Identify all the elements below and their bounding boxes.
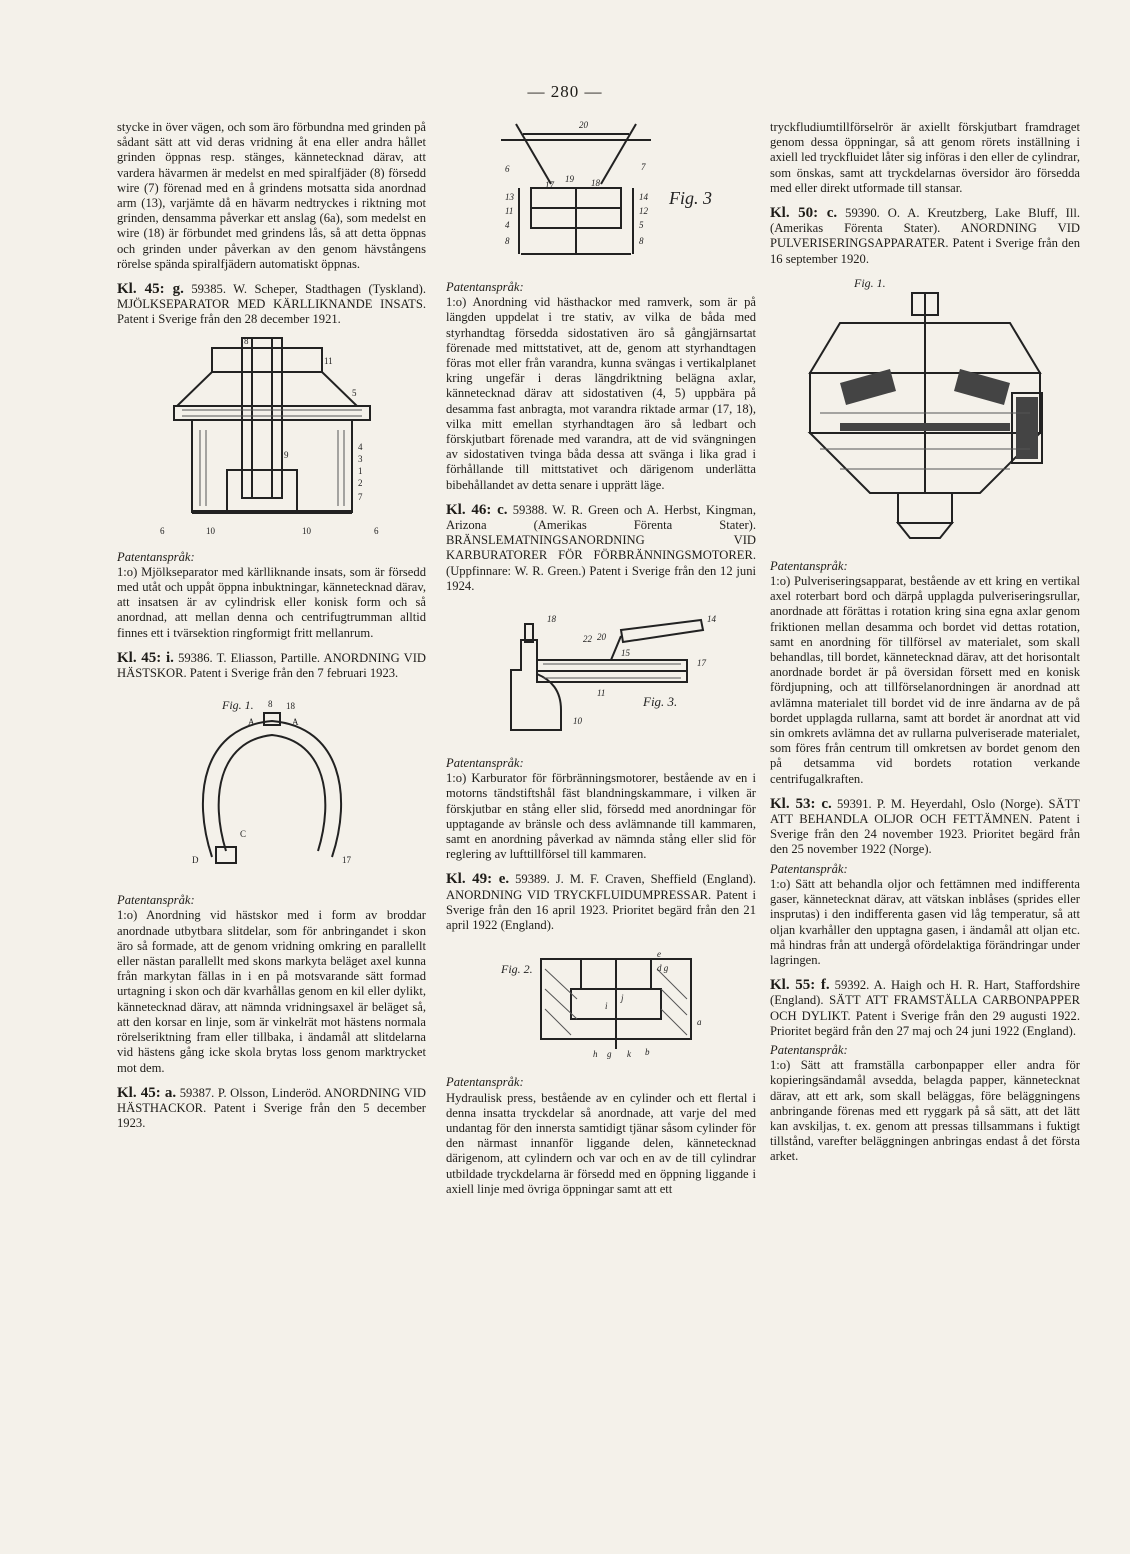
svg-text:h: h (593, 1049, 598, 1060)
claim-heading: Patentanspråk: (446, 1075, 524, 1090)
svg-text:14: 14 (707, 614, 716, 625)
svg-text:18: 18 (591, 178, 600, 188)
svg-text:A: A (247, 717, 254, 728)
claim-heading: Patentanspråk: (117, 549, 195, 564)
claim-text: Hydraulisk press, bestående av en cylinder och ett flertal i denna insatta tryckdelar så anordnade, att varje del med undantag för den innersta samtidigt tjänar såsom cylinder för den närmast innanför liggande delen, kännetecknad därigenom, att cylindern och var och en av de till cylindrar utbildade tryckdelarna är försedd med en öppning liggande i axiell linje med övriga öppningar samt att ett (446, 1090, 756, 1196)
svg-text:11: 11 (505, 206, 514, 216)
entry-text: 59390. O. A. Kreutzberg, Lake Bluff, Ill. (Amerikas Förenta Stater). ANORDNING VID PULVERISERINGSAPPARATER. Patent i Sverige från den 16 september 1920. (770, 206, 1080, 266)
page-number: — 280 — (527, 82, 603, 101)
svg-text:D: D (191, 855, 198, 866)
svg-text:d g: d g (657, 963, 669, 974)
claim-text: 1:o) Anordning vid hästhackor med ramverk, som är på längden uppdelat i tre stativ, av vilka de båda med styrhandtag försedda sidostativen äro så gångjärnsartat förenade med mittstativet, att de, genom att styrhandtagen föras mot eller från varandra, kunna svängas i vertikalplanet kring ungefär i deras längdriktning belägna axlar, kännetecknad därav att sidostativen (4, 5) uppbära på desamma fast anbragta, mot varandra riktade armar (17, 18), vilka mitt emellan styrhandtagen äro så ledbart och förskjutbart förenade med varandra, att de vid svängningen av sidostativen tvinga båda dessa att svänga i lika grad i förhållande till mittstativet och därigenom underlätta bibehållandet av detta senare i upprätt läge. (446, 295, 756, 492)
column-right (770, 120, 1080, 1165)
patent-entry-59387 (117, 1086, 426, 1132)
svg-text:9: 9 (283, 449, 288, 460)
claim-text: 1:o) Sätt att behandla oljor och fettämnen med indifferenta gaser, kännetecknat därav, att vätskan inblåses (sprides eller insprutas) i den indifferenta gasen vid låg temperatur, så att oljan kvarhåller den upptagna gasen, i ändamål att oljan etc. må hindras från att undergå ofördelaktiga förändringar under lagringen. (770, 876, 1080, 967)
figure-label: Fig. 3 (669, 188, 712, 208)
class-label: Kl. 45: a. (117, 1084, 177, 1101)
svg-text:7: 7 (641, 162, 646, 172)
column-middle (446, 120, 756, 1197)
claim-heading: Patentanspråk: (770, 861, 848, 876)
svg-text:A: A (291, 717, 298, 728)
class-label: Kl. 46: c. (446, 501, 508, 518)
patent-entry-59388 (446, 503, 756, 594)
patent-entry-59392 (770, 978, 1080, 1039)
patent-entry-59391 (770, 797, 1080, 858)
claim-heading: Patentanspråk: (446, 280, 524, 294)
patent-entry-59389 (446, 872, 756, 933)
svg-text:18: 18 (547, 614, 556, 625)
svg-text:4: 4 (505, 220, 510, 230)
class-label: Kl. 49: e. (446, 871, 510, 888)
entry-text: 59392. A. Haigh och H. R. Hart, Staffordshire (England). SÄTT ATT FRAMSTÄLLA CARBONPAPPER OCH DYLIKT. Patent i Sverige från den 29 augusti 1922. Prioritet begärd från den 27 maj och 24 juni 1922 (England). (770, 978, 1080, 1038)
continued-claim-text: stycke in över vägen, och som äro förbundna med grinden på sådant sätt att vid deras vridning åt ena eller andra hållet grinden öppnas resp. stänges, kännetecknad därav, att vardera hävarmen är medelst en med spiralfjäder (8) försedd wire (7) förenad med en å grindens motsatta sida anordnad arm (13), varjämte då en hävarm nedtryckes i riktning mot grinden, densamma påverkar ett anslag (6a), som medelst en wire (18) är förbundet med grindens lås, så att detta öppnas och grinden under påverkan av den genom hävstångens rörelse spända spiralfjädern automatiskt öppnas. (117, 120, 426, 271)
claim-heading: Patentanspråk: (770, 1042, 848, 1057)
class-label: Kl. 53: c. (770, 795, 832, 812)
class-label: Kl. 45: g. (117, 281, 184, 298)
svg-text:C: C (239, 829, 246, 840)
claim-heading: Patentanspråk: (446, 756, 524, 771)
svg-text:8: 8 (639, 236, 644, 246)
svg-text:20: 20 (597, 632, 606, 643)
patent-entry-59385 (117, 282, 426, 328)
svg-text:7: 7 (357, 491, 362, 502)
svg-text:10: 10 (573, 716, 582, 727)
hydraulic-press-figure (471, 939, 731, 1069)
figure-label: Fig. 2. (501, 962, 533, 977)
svg-text:g: g (607, 1049, 612, 1060)
svg-text:14: 14 (639, 192, 648, 202)
svg-text:e: e (657, 949, 661, 960)
figure-label: Fig. 1. (854, 275, 886, 290)
svg-text:10: 10 (205, 525, 215, 536)
svg-text:5: 5 (639, 220, 644, 230)
patent-entry-59390 (770, 206, 1080, 267)
svg-text:5: 5 (351, 387, 356, 398)
patent-entry-59386 (117, 651, 426, 681)
svg-text:6: 6 (373, 525, 378, 536)
svg-text:19: 19 (565, 174, 574, 184)
claim-text: 1:o) Karburator för förbränningsmotorer, bestående av en i motorns tändstiftshål fäst blandningskammare, i vilken är förskjutbar en stång eller slid, försedd med anordningar för upptagande av bränsle och dess avlämnande till kammaren, samt en anordning påverkad av nämnda stång eller slid för reglering av lufttillförsel till kammaren. (446, 771, 756, 862)
claim-text: 1:o) Anordning vid hästskor med i form av broddar anordnade utbytbara slitdelar, som för anbringandet i skon äro så formade, att de genom vridning omkring en parallellt eller nästan parallellt med skons markyta beläget axel kunna från markytan fällas in i en på motsvarande sätt formad urtagning i skon och där kvarhållas genom en kil eller dylikt, kännetecknad därav, att nämnda vridningsaxel är beläget så, att den korsar en linje, som är vinkelrät mot hästens normala rörelseriktning fram eller tillbaka, i ändamål att slitdelarna vid hästens gång icke skola brytas loss genom marktrycket mot dem. (117, 908, 426, 1075)
continued-claim-text: tryckfludiumtillförselrör är axiellt förskjutbart framdraget genom dessa öppningar, så att genom rörets inställning i axiell led tryckfluidet låter sig införas i den eller de cylindrar, som önskas, samt att tryckdelarnas översidor äro försedda med eller direkt utformade till stansar. (770, 120, 1080, 195)
carburetor-figure (471, 600, 731, 750)
svg-text:20: 20 (579, 120, 588, 130)
entry-text: 59388. W. R. Green och A. Herbst, Kingman, Arizona (Amerikas Förenta Stater). BRÄNSLEMATNINGSANORDNING VID KARBURATORER FÖR FÖRBRÄNNINGSMOTORER. (Uppfinnare: W. R. Green.) Patent i Sverige från den 12 juni 1924. (446, 502, 756, 593)
entry-text: 59389. J. M. F. Craven, Sheffield (England). ANORDNING VID TRYCKFLUIDUMPRESSAR. Patent i Sverige från den 16 april 1923. Prioritet begärd från den 21 april 1922 (England). (446, 872, 756, 933)
svg-text:6: 6 (159, 525, 164, 536)
class-label: Kl. 50: c. (770, 205, 838, 222)
svg-text:8: 8 (267, 699, 272, 710)
svg-text:3: 3 (357, 453, 362, 464)
svg-text:Fig. 1.: Fig. 1. (221, 698, 254, 713)
column-left (117, 120, 426, 1131)
milk-separator-figure (152, 334, 392, 544)
svg-text:i: i (605, 1001, 608, 1012)
entry-text: 59386. T. Eliasson, Partille. ANORDNING VID HÄSTSKOR. Patent i Sverige från den 7 februari 1923. (117, 650, 427, 681)
claim-text: 1:o) Sätt att framställa carbonpapper eller andra för kopieringsändamål avsedda, belagda papper, kännetecknat därav, att ett ark, som skall beläggas, före beläggningens anbringande förenas med ett ryggark på så sätt, att det lätt kan avskiljas, t. ex. genom att pressas tillsammans i fuktigt tillstånd, varefter beläggningen anbringas endast å det första arket. (770, 1058, 1080, 1164)
svg-text:8: 8 (505, 236, 510, 246)
class-label: Kl. 45: i. (117, 649, 174, 666)
svg-text:a: a (697, 1017, 702, 1028)
class-label: Kl. 55: f. (770, 977, 830, 994)
svg-text:6: 6 (505, 164, 510, 174)
svg-text:11: 11 (323, 355, 333, 366)
svg-text:17: 17 (545, 180, 554, 190)
horseshoe-figure (152, 687, 392, 887)
entry-text: 59391. P. M. Heyerdahl, Oslo (Norge). SÄTT ATT BEHANDLA OLJOR OCH FETTÄMNEN. Patent i Sverige från den 24 november 1923. Prioritet begärd från den 25 november 1922 (Norge). (770, 796, 1081, 857)
claim-text: 1:o) Pulveriseringsapparat, bestående av ett kring en vertikal axel roterbart bord och därpå upplagda pulveriseringsrullar, anordnade att förättas i rotation kring sina egna axlar genom friktionen mellan desamma och bordet vid dettas rotation, samt en anordning för tillförsel av materialet, som skall behandlas, till bordet, kännetecknad därav, att det horisontalt anordnade bordet är på översidan försett med en konisk fördjupning, och att tillförselanordningen är anordnad att avlämna materialet till bordet vid de inre ändarna av de på bordet upplagda rullarna, samt att bordet är anordnat att vid sin omkrets avlämna det av rullarna pulveriserade materialet, som föres från centrum till omkretsen av bordet genom den på detsamma vid bordets rotation verkande centrifugalkraften. (770, 574, 1080, 786)
svg-text:j: j (621, 993, 624, 1004)
claim-text: 1:o) Mjölkseparator med kärlliknande insats, som är försedd med utåt och uppåt öppna inbuktningar, kännetecknad därav, att insatsen är av cylindrisk eller konisk form och så anordnad, att mellan denna och centrifugtrumman alltid finnes ett i tvärsektion ringformigt fritt mellanrum. (117, 564, 426, 640)
claim-heading: Patentanspråk: (117, 893, 195, 908)
svg-text:22: 22 (583, 634, 592, 645)
svg-text:17: 17 (697, 658, 706, 669)
entry-text: 59387. P. Olsson, Linderöd. ANORDNING VID HÄSTHACKOR. Patent i Sverige från den 5 december 1923. (117, 1085, 426, 1131)
svg-text:8: 8 (243, 335, 248, 346)
svg-text:4: 4 (357, 441, 362, 452)
figure-label: Fig. 3. (643, 694, 678, 710)
svg-text:11: 11 (597, 688, 606, 699)
svg-text:2: 2 (357, 477, 362, 488)
svg-text:15: 15 (621, 648, 630, 659)
svg-text:k: k (627, 1049, 631, 1060)
entry-text: 59385. W. Scheper, Stadthagen (Tyskland). MJÖLKSEPARATOR MED KÄRLLIKNANDE INSATS. Patent i Sverige från den 28 december 1921. (117, 282, 426, 327)
svg-text:1: 1 (357, 465, 362, 476)
svg-text:10: 10 (301, 525, 311, 536)
svg-text:13: 13 (505, 192, 514, 202)
svg-text:18: 18 (285, 701, 295, 712)
svg-text:17: 17 (341, 855, 351, 866)
horse-hoe-figure (461, 114, 741, 274)
pulverizer-figure (780, 273, 1070, 553)
svg-text:12: 12 (639, 206, 648, 216)
claim-heading: Patentanspråk: (770, 558, 848, 573)
svg-text:b: b (645, 1047, 650, 1058)
